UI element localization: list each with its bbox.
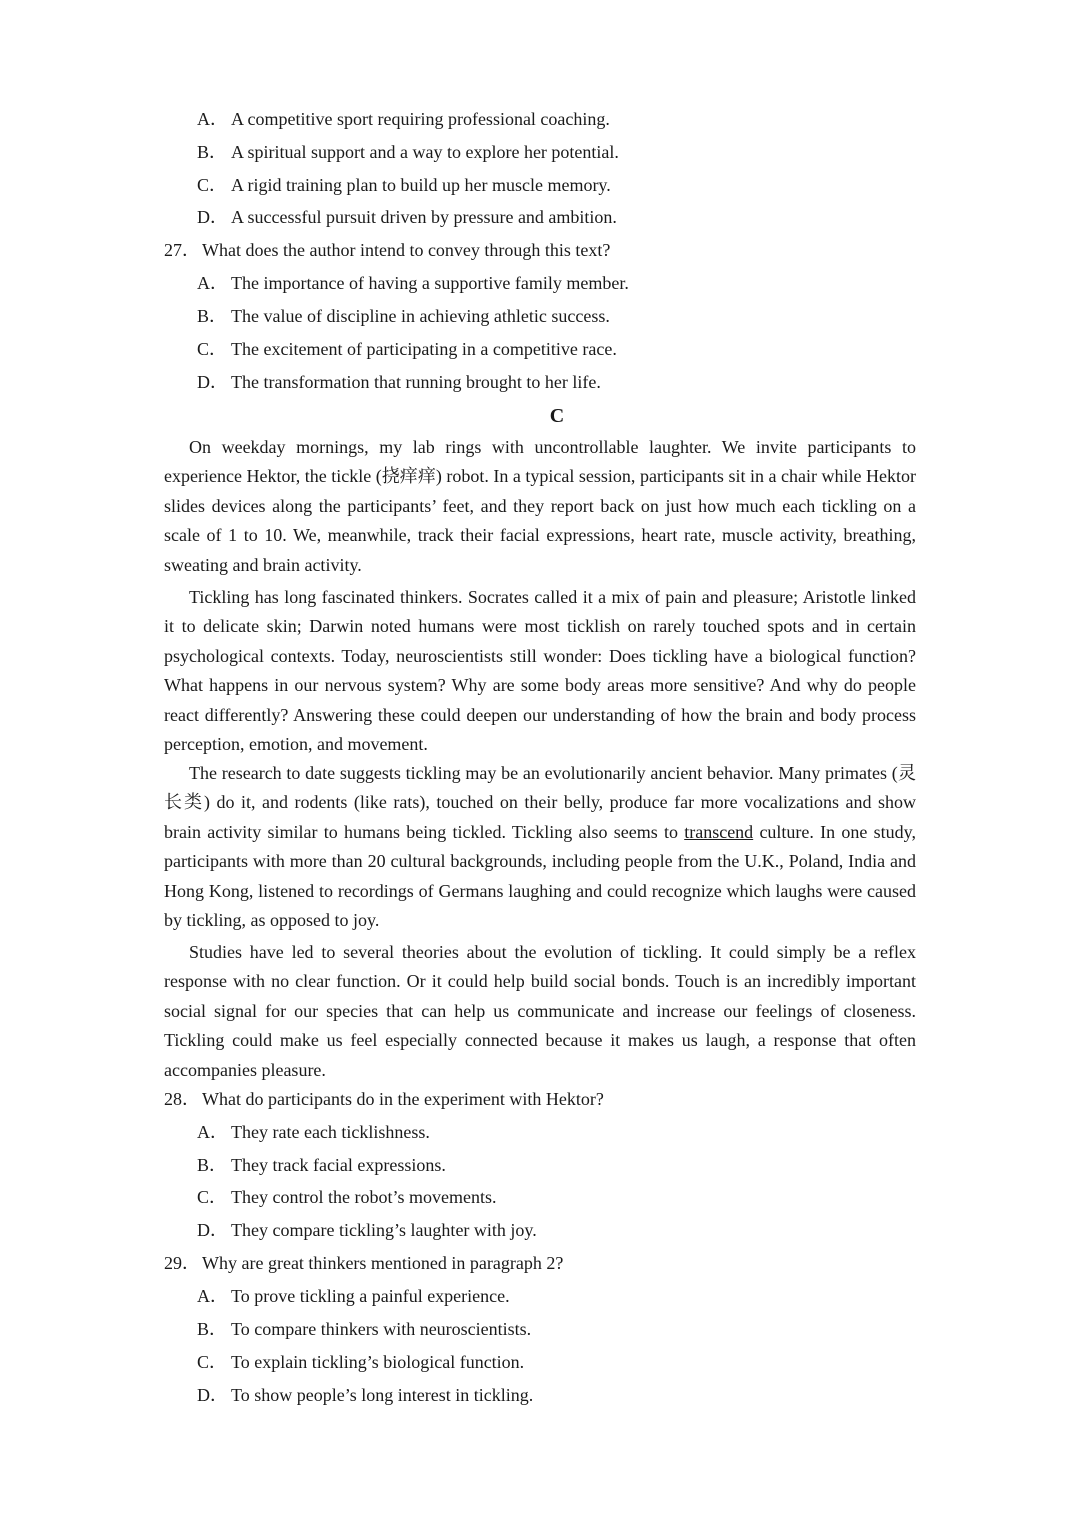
option-text: They control the robot’s movements. [231,1187,497,1207]
q29-option-a [197,1285,510,1307]
option-letter: B． [197,306,228,326]
option-text: The transformation that running brought to her life. [231,372,601,392]
underlined-word: transcend [684,821,754,842]
option-text: To show people’s long interest in tickling. [231,1385,534,1405]
paragraph-text: culture. In one study, participants with more than 20 cultural backgrounds, including people from the U.K., Poland, India and Hong Kong, listened to recordings of Germans laughing and could recognize which laughs were caused by tickling, as opposed to joy. [164,821,916,931]
q29-stem [164,1252,563,1274]
q27-option-c [197,338,617,360]
option-letter: D． [197,372,228,392]
option-letter: C． [197,175,228,195]
question-number: 27． [164,240,200,260]
q26-option-d [197,206,617,228]
option-text: A successful pursuit driven by pressure and ambition. [231,207,617,227]
option-letter: D． [197,1220,228,1240]
question-text: What do participants do in the experiment with Hektor? [202,1089,604,1109]
option-letter: D． [197,1385,228,1405]
paragraph-text: The research to date suggests tickling may be an evolutionarily ancient behavior. Many primates (灵长类) do it, and rodents (like rats), touched on their belly, produce far more vocalizations and show brain activity similar to humans being tickled. Tickling also seems to [164,763,916,842]
option-letter: B． [197,1155,228,1175]
option-text: A competitive sport requiring professional coaching. [231,109,610,129]
option-letter: C． [197,1187,228,1207]
q26-option-a [197,108,610,130]
option-text: To prove tickling a painful experience. [231,1286,510,1306]
q28-stem [164,1088,604,1110]
option-letter: A． [197,1286,228,1306]
q26-option-c [197,174,611,196]
option-text: To compare thinkers with neuroscientists. [231,1319,532,1339]
passage-paragraph-3 [164,759,916,935]
option-letter: C． [197,1352,228,1372]
q28-option-c [197,1186,496,1208]
question-number: 29． [164,1253,200,1273]
q28-option-d [197,1219,537,1241]
option-text: The importance of having a supportive family member. [231,273,629,293]
option-letter: A． [197,1122,228,1142]
q27-option-d [197,371,601,393]
option-text: To explain tickling’s biological function. [231,1352,525,1372]
q27-stem [164,239,610,261]
q28-option-a [197,1121,430,1143]
q28-option-b [197,1154,446,1176]
section-heading: C [549,405,565,427]
option-text: They track facial expressions. [231,1155,446,1175]
question-text: Why are great thinkers mentioned in paragraph 2? [202,1253,564,1273]
passage-paragraph-4: Studies have led to several theories about the evolution of tickling. It could simply be a reflex response with no clear function. Or it could help build social bonds. Touch is an incredibly important social signal for our species that can help us communicate and increase our feelings of closeness. Tickling could make us feel especially connected because it makes us laugh, a response that often accompanies pleasure. [164,942,916,1080]
option-text: A rigid training plan to build up her muscle memory. [231,175,611,195]
option-text: The excitement of participating in a competitive race. [231,339,617,359]
option-letter: D． [197,207,228,227]
q29-option-d [197,1384,533,1406]
q29-option-b [197,1318,531,1340]
question-text: What does the author intend to convey through this text? [202,240,611,260]
q27-option-b [197,305,610,327]
passage-paragraph-1: On weekday mornings, my lab rings with uncontrollable laughter. We invite participants to experience Hektor, the tickle (挠痒痒) robot. In a typical session, participants sit in a chair while Hektor slides devices along the participants’ feet, and they report back on just how much each tickling on a scale of 1 to 10. We, meanwhile, track their facial expressions, heart rate, muscle activity, breathing, sweating and brain activity. [164,437,916,575]
option-letter: B． [197,1319,228,1339]
q27-option-a [197,272,629,294]
option-letter: C． [197,339,228,359]
option-letter: B． [197,142,228,162]
q29-option-c [197,1351,524,1373]
option-text: They compare tickling’s laughter with joy. [231,1220,537,1240]
passage-paragraph-2: Tickling has long fascinated thinkers. Socrates called it a mix of pain and pleasure; Aristotle linked it to delicate skin; Darwin noted humans were most ticklish on rarely touched spots and in certain psychological contexts. Today, neuroscientists still wonder: Does tickling have a biological function? What happens in our nervous system? Why are some body areas more sensitive? And why do people react differently? Answering these could deepen our understanding of how the brain and body process perception, emotion, and movement. [164,587,916,755]
question-number: 28． [164,1089,200,1109]
q26-option-b [197,141,619,163]
option-text: They rate each ticklishness. [231,1122,430,1142]
option-letter: A． [197,273,228,293]
option-text: A spiritual support and a way to explore her potential. [231,142,619,162]
option-letter: A． [197,109,228,129]
option-text: The value of discipline in achieving athletic success. [231,306,610,326]
